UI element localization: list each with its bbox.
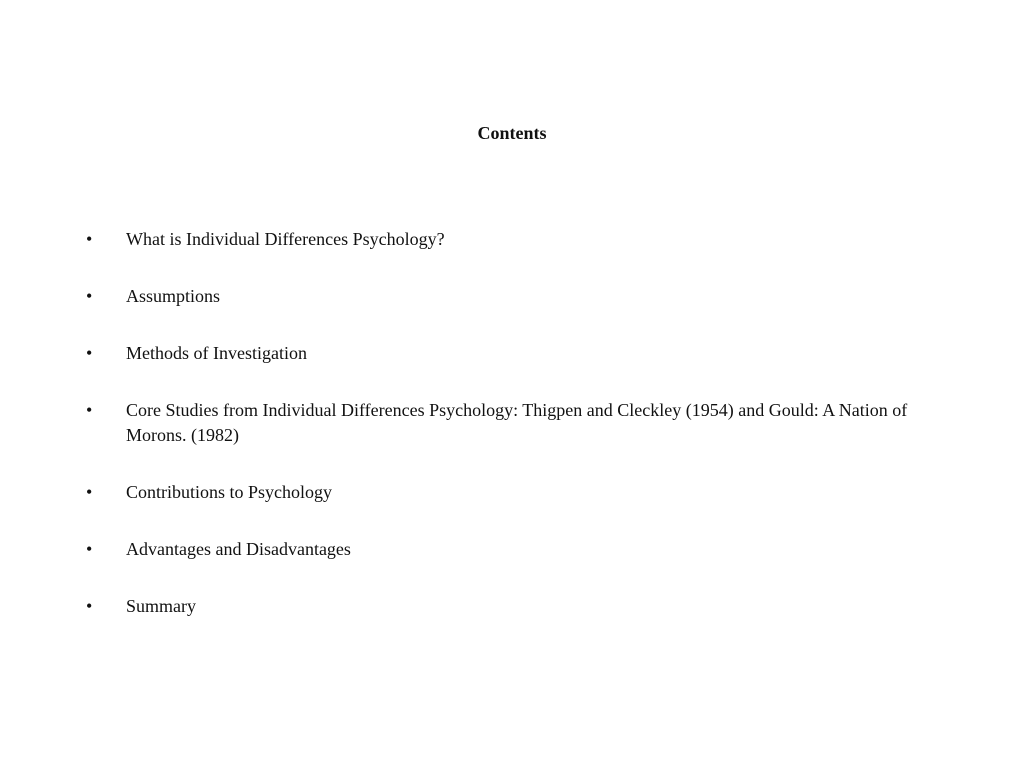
bullet-icon: • bbox=[86, 229, 93, 249]
list-item-text: Advantages and Disadvantages bbox=[126, 539, 351, 559]
bullet-icon: • bbox=[86, 596, 93, 616]
list-item bbox=[86, 594, 936, 619]
list-item-text: Methods of Investigation bbox=[126, 343, 307, 363]
contents-list bbox=[86, 227, 936, 651]
list-item bbox=[86, 398, 936, 448]
bullet-icon: • bbox=[86, 400, 93, 420]
list-item-text: Assumptions bbox=[126, 286, 221, 306]
list-item-text: Summary bbox=[126, 596, 196, 616]
list-item-text: Core Studies from Individual Differences Psychology: Thigpen and Cleckley (1954) and Gould: A Nation of Morons. (1982) bbox=[126, 400, 908, 445]
bullet-icon: • bbox=[86, 539, 93, 559]
list-item bbox=[86, 480, 936, 505]
list-item bbox=[86, 341, 936, 366]
bullet-icon: • bbox=[86, 343, 93, 363]
list-item-text: What is Individual Differences Psychology? bbox=[126, 229, 445, 249]
list-item-text: Contributions to Psychology bbox=[126, 482, 333, 502]
list-item bbox=[86, 537, 936, 562]
page-title: Contents bbox=[477, 123, 547, 143]
bullet-icon: • bbox=[86, 286, 93, 306]
list-item bbox=[86, 227, 936, 252]
bullet-icon: • bbox=[86, 482, 93, 502]
list-item bbox=[86, 284, 936, 309]
